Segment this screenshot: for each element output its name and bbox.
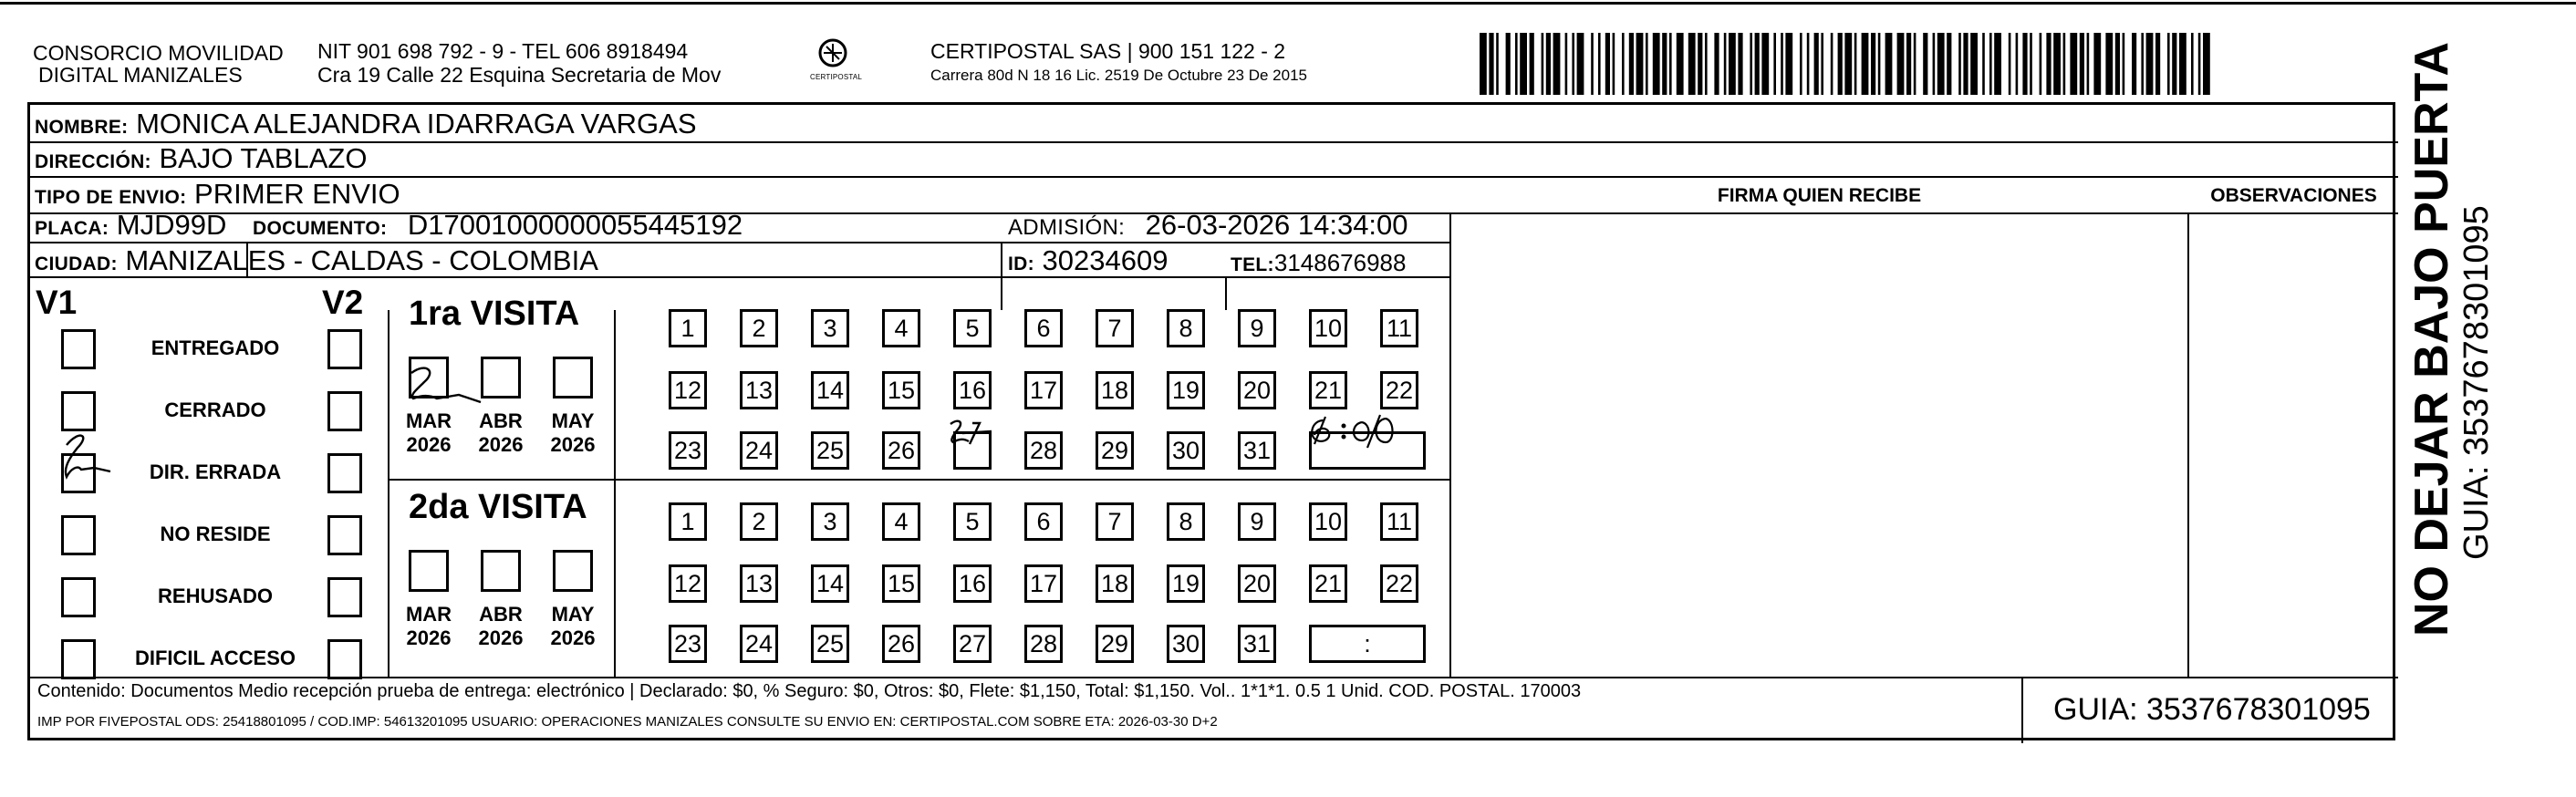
footer-print-line: IMP POR FIVEPOSTAL ODS: 25418801095 / COD.IMP: 54613201095 USUARIO: OPERACIONES MANIZALES CONSULTE SU ENVIO EN: CERTIPOSTAL.COM SOBRE ETA: 2026-03-30 D+2 bbox=[37, 714, 1218, 730]
nombre-value: MONICA ALEJANDRA IDARRAGA VARGAS bbox=[136, 108, 697, 140]
second-visit-day-box[interactable] bbox=[1380, 564, 1418, 603]
v1-checkbox[interactable] bbox=[61, 515, 96, 555]
month-name: ABR bbox=[479, 603, 523, 626]
day-number: 19 bbox=[1171, 570, 1200, 597]
logo-text: CERTIPOSTAL bbox=[810, 73, 863, 81]
day-number: 2 bbox=[752, 508, 766, 535]
first-visit-day-box[interactable] bbox=[740, 371, 778, 409]
second-visit-time-box[interactable] bbox=[1309, 625, 1426, 663]
cell-divider bbox=[614, 310, 616, 677]
status-label: DIFICIL ACCESO bbox=[134, 647, 296, 669]
tel-label: TEL: bbox=[1231, 254, 1274, 275]
first-visit-day-box[interactable] bbox=[740, 431, 778, 470]
second-visit-day-box[interactable] bbox=[1024, 502, 1063, 541]
second-visit-day-box[interactable] bbox=[882, 564, 920, 603]
v1-checkbox[interactable] bbox=[61, 329, 96, 369]
first-visit-month-box[interactable] bbox=[481, 357, 521, 398]
second-visit-title: 2da VISITA bbox=[409, 488, 587, 526]
day-number: 6 bbox=[1036, 508, 1051, 535]
first-visit-month-label bbox=[403, 409, 454, 457]
status-label: DIR. ERRADA bbox=[149, 461, 282, 483]
v2-checkbox[interactable] bbox=[327, 515, 362, 555]
v1-checkbox[interactable] bbox=[61, 639, 96, 679]
second-visit-day-box[interactable] bbox=[1024, 564, 1063, 603]
documento-cell bbox=[253, 210, 743, 244]
id-cell bbox=[1008, 245, 1168, 280]
status-label: ENTREGADO bbox=[151, 336, 280, 359]
day-number: 7 bbox=[1107, 315, 1122, 342]
status-label: CERRADO bbox=[164, 398, 266, 421]
day-number: 9 bbox=[1250, 315, 1264, 342]
day-number: 14 bbox=[815, 377, 845, 404]
tel-cell bbox=[1231, 247, 1406, 281]
second-visit-month-label bbox=[403, 603, 454, 650]
first-visit-day-box[interactable] bbox=[811, 309, 849, 347]
certipostal-line-2: Carrera 80d N 18 16 Lic. 2519 De Octubre 23 De 2015 bbox=[930, 67, 1307, 84]
first-visit-day-box[interactable] bbox=[1380, 309, 1418, 347]
nombre-label: NOMBRE: bbox=[35, 117, 129, 138]
company-line-1: CONSORCIO MOVILIDAD bbox=[33, 41, 284, 65]
month-year: 2026 bbox=[550, 626, 596, 649]
cell-divider bbox=[1001, 276, 1002, 310]
second-visit-day-box[interactable] bbox=[740, 502, 778, 541]
documento-value: D17001000000055445192 bbox=[407, 209, 743, 241]
month-year: 2026 bbox=[550, 433, 596, 456]
ciudad-value: MANIZALES - CALDAS - COLOMBIA bbox=[125, 244, 598, 276]
day-number: 17 bbox=[1029, 570, 1058, 597]
day-number: 27 bbox=[958, 630, 987, 657]
day-number: 8 bbox=[1179, 315, 1193, 342]
placa-value: MJD99D bbox=[116, 209, 227, 241]
second-visit-day-box[interactable] bbox=[1238, 564, 1276, 603]
second-visit-month-label bbox=[547, 603, 598, 650]
tipo-envio-label: TIPO DE ENVIO: bbox=[35, 187, 187, 208]
first-visit-time-box[interactable] bbox=[1309, 431, 1426, 470]
second-visit-day-box[interactable] bbox=[669, 564, 707, 603]
certipostal-logo bbox=[810, 36, 863, 88]
v1-checkbox[interactable] bbox=[61, 577, 96, 617]
no-dejar-bajo-puerta: NO DEJAR BAJO PUERTA bbox=[2405, 41, 2458, 637]
day-number: 12 bbox=[673, 570, 702, 597]
second-visit-day-box[interactable] bbox=[1024, 625, 1063, 663]
cell-divider bbox=[2021, 677, 2023, 743]
first-visit-day-box[interactable] bbox=[669, 431, 707, 470]
day-number: 5 bbox=[965, 315, 980, 342]
day-number: 16 bbox=[958, 570, 987, 597]
id-label: ID: bbox=[1008, 254, 1034, 274]
second-visit-day-box[interactable] bbox=[1167, 502, 1205, 541]
month-name: ABR bbox=[479, 409, 523, 432]
v1-label: V1 bbox=[36, 284, 78, 321]
day-number: 6 bbox=[1036, 315, 1051, 342]
observaciones-header: OBSERVACIONES bbox=[2210, 185, 2377, 206]
first-visit-day-box[interactable] bbox=[1238, 309, 1276, 347]
day-number: 18 bbox=[1100, 570, 1129, 597]
second-visit-day-box[interactable] bbox=[1096, 564, 1134, 603]
side-guia: GUIA: 3537678301095 bbox=[2457, 205, 2496, 560]
visit-divider bbox=[388, 479, 1449, 481]
placa-label: PLACA: bbox=[35, 218, 109, 239]
ciudad-label: CIUDAD: bbox=[35, 254, 118, 274]
second-visit-day-box[interactable] bbox=[811, 625, 849, 663]
first-visit-day-box[interactable] bbox=[1024, 371, 1063, 409]
status-label: NO RESIDE bbox=[160, 523, 271, 545]
first-visit-day-box[interactable] bbox=[1167, 371, 1205, 409]
day-number: 10 bbox=[1314, 315, 1343, 342]
day-number: 26 bbox=[887, 437, 916, 464]
first-visit-day-box[interactable] bbox=[1096, 371, 1134, 409]
v2-checkbox[interactable] bbox=[327, 639, 362, 679]
second-visit-day-box[interactable] bbox=[1238, 625, 1276, 663]
day-number: 21 bbox=[1314, 570, 1343, 597]
day-number: 11 bbox=[1386, 315, 1413, 342]
admision-label: ADMISIÓN: bbox=[1008, 215, 1126, 240]
second-visit-day-box[interactable] bbox=[740, 625, 778, 663]
day-number: 1 bbox=[680, 508, 695, 535]
month-name: MAY bbox=[551, 409, 595, 432]
v1-checkbox[interactable] bbox=[61, 453, 96, 493]
month-year: 2026 bbox=[406, 433, 452, 456]
second-visit-day-box[interactable] bbox=[953, 564, 992, 603]
v2-checkbox[interactable] bbox=[327, 453, 362, 493]
first-visit-day-box[interactable] bbox=[1238, 431, 1276, 470]
day-number: 5 bbox=[965, 508, 980, 535]
second-visit-month-box[interactable] bbox=[553, 550, 593, 592]
day-number: 28 bbox=[1029, 437, 1058, 464]
first-visit-day-box[interactable] bbox=[882, 309, 920, 347]
day-number: 29 bbox=[1100, 437, 1129, 464]
day-number: 14 bbox=[815, 570, 845, 597]
second-visit-day-box[interactable] bbox=[1380, 502, 1418, 541]
second-visit-day-box[interactable] bbox=[1238, 502, 1276, 541]
second-visit-month-label bbox=[475, 603, 526, 650]
day-number: 4 bbox=[894, 508, 909, 535]
day-number: 10 bbox=[1314, 508, 1343, 535]
day-number: 30 bbox=[1171, 437, 1200, 464]
second-visit-day-box[interactable] bbox=[669, 502, 707, 541]
first-visit-day-box[interactable] bbox=[1309, 371, 1347, 409]
form-top-edge bbox=[0, 2, 2576, 5]
day-number: 25 bbox=[815, 437, 845, 464]
first-visit-title: 1ra VISITA bbox=[409, 295, 580, 333]
day-number: 2 bbox=[752, 315, 766, 342]
month-name: MAR bbox=[405, 409, 452, 432]
day-number: 29 bbox=[1100, 630, 1129, 657]
second-visit-day-box[interactable] bbox=[953, 502, 992, 541]
day-number: 31 bbox=[1242, 630, 1272, 657]
day-number: 22 bbox=[1385, 377, 1414, 404]
footer-content-line: Contenido: Documentos Medio recepción prueba de entrega: electrónico | Declarado: $0, % Seguro: $0, Otros: $0, Flete: $1,150, Total: $1,150. Vol.. 1*1*1. 0.5 1 Unid. COD. POSTAL. 170003 bbox=[37, 681, 1582, 701]
first-visit-month-label bbox=[475, 409, 526, 457]
status-label: REHUSADO bbox=[158, 585, 273, 607]
barcode bbox=[1480, 33, 2213, 95]
footer-divider bbox=[30, 677, 2398, 678]
month-name: MAY bbox=[551, 603, 595, 626]
day-number: 3 bbox=[823, 315, 837, 342]
day-number: 20 bbox=[1242, 570, 1272, 597]
day-number: 1 bbox=[680, 315, 695, 342]
second-visit-day-box[interactable] bbox=[1167, 625, 1205, 663]
nombre-row bbox=[35, 109, 697, 143]
first-visit-month-box[interactable] bbox=[409, 357, 449, 398]
first-visit-day-box[interactable] bbox=[1309, 309, 1347, 347]
day-number: 22 bbox=[1385, 570, 1414, 597]
month-name: MAR bbox=[405, 603, 452, 626]
cell-divider bbox=[1001, 242, 1002, 276]
second-visit-month-box[interactable] bbox=[409, 550, 449, 592]
v2-checkbox[interactable] bbox=[327, 391, 362, 431]
direccion-row bbox=[35, 143, 367, 178]
admision-value: 26-03-2026 14:34:00 bbox=[1145, 209, 1408, 241]
certipostal-line-1: CERTIPOSTAL SAS | 900 151 122 - 2 bbox=[930, 39, 1286, 63]
id-value: 30234609 bbox=[1042, 244, 1169, 276]
day-number: 12 bbox=[673, 377, 702, 404]
day-number: 18 bbox=[1100, 377, 1129, 404]
day-number: 25 bbox=[815, 630, 845, 657]
second-visit-day-box[interactable] bbox=[811, 502, 849, 541]
v2-checkbox[interactable] bbox=[327, 577, 362, 617]
second-visit-day-box[interactable] bbox=[1309, 564, 1347, 603]
first-visit-day-box[interactable] bbox=[669, 371, 707, 409]
second-visit-day-box[interactable] bbox=[882, 625, 920, 663]
day-number: 20 bbox=[1242, 377, 1272, 404]
tel-value: 3148676988 bbox=[1273, 249, 1407, 276]
direccion-value: BAJO TABLAZO bbox=[159, 142, 368, 174]
month-year: 2026 bbox=[406, 626, 452, 649]
day-number: 23 bbox=[673, 630, 702, 657]
first-visit-month-box[interactable] bbox=[553, 357, 593, 398]
time-separator: : bbox=[1364, 630, 1371, 657]
v2-label: V2 bbox=[322, 284, 364, 321]
month-year: 2026 bbox=[478, 626, 524, 649]
day-number: 19 bbox=[1171, 377, 1200, 404]
day-number: 24 bbox=[744, 630, 774, 657]
first-visit-day-box[interactable] bbox=[669, 309, 707, 347]
second-visit-day-box[interactable] bbox=[1096, 625, 1134, 663]
ciudad-cell bbox=[35, 245, 598, 280]
second-visit-day-box[interactable] bbox=[1167, 564, 1205, 603]
first-visit-day-box[interactable] bbox=[811, 431, 849, 470]
documento-label: DOCUMENTO: bbox=[253, 218, 388, 239]
day-number: 3 bbox=[823, 508, 837, 535]
second-visit-day-box[interactable] bbox=[953, 625, 992, 663]
nit-line: NIT 901 698 792 - 9 - TEL 606 8918494 bbox=[317, 39, 689, 63]
first-visit-day-box[interactable] bbox=[1238, 371, 1276, 409]
first-visit-day-box[interactable] bbox=[740, 309, 778, 347]
day-number: 11 bbox=[1386, 508, 1413, 535]
v2-checkbox[interactable] bbox=[327, 329, 362, 369]
day-number: 23 bbox=[673, 437, 702, 464]
firma-header: FIRMA QUIEN RECIBE bbox=[1717, 185, 1922, 206]
day-number: 31 bbox=[1242, 437, 1272, 464]
day-number: 28 bbox=[1029, 630, 1058, 657]
day-number: 13 bbox=[744, 570, 774, 597]
day-number: 15 bbox=[887, 377, 916, 404]
day-number: 21 bbox=[1314, 377, 1343, 404]
company-address: Cra 19 Calle 22 Esquina Secretaria de Mov bbox=[317, 63, 722, 87]
month-year: 2026 bbox=[478, 433, 524, 456]
column-divider bbox=[1449, 212, 1451, 677]
company-line-2: DIGITAL MANIZALES bbox=[38, 63, 243, 87]
first-visit-day-box[interactable] bbox=[811, 371, 849, 409]
first-visit-day-box[interactable] bbox=[1380, 371, 1418, 409]
day-number: 30 bbox=[1171, 630, 1200, 657]
first-visit-day-box[interactable] bbox=[1096, 431, 1134, 470]
first-visit-day-box[interactable] bbox=[1024, 431, 1063, 470]
first-visit-day-box[interactable] bbox=[953, 431, 992, 470]
footer-guia: GUIA: 3537678301095 bbox=[2053, 692, 2371, 727]
first-visit-day-box[interactable] bbox=[1167, 309, 1205, 347]
day-number: 13 bbox=[744, 377, 774, 404]
first-visit-day-box[interactable] bbox=[953, 309, 992, 347]
second-visit-day-box[interactable] bbox=[669, 625, 707, 663]
cell-divider bbox=[388, 310, 390, 677]
placa-cell bbox=[35, 210, 226, 244]
day-number: 9 bbox=[1250, 508, 1264, 535]
second-visit-day-box[interactable] bbox=[1096, 502, 1134, 541]
delivery-form-table bbox=[27, 102, 2395, 740]
first-visit-month-label bbox=[547, 409, 598, 457]
first-visit-day-box[interactable] bbox=[953, 371, 992, 409]
day-number: 8 bbox=[1179, 508, 1193, 535]
second-visit-day-box[interactable] bbox=[1309, 502, 1347, 541]
second-visit-day-box[interactable] bbox=[811, 564, 849, 603]
first-visit-day-box[interactable] bbox=[1024, 309, 1063, 347]
tipo-envio-value: PRIMER ENVIO bbox=[194, 178, 400, 210]
second-visit-day-box[interactable] bbox=[882, 502, 920, 541]
day-number: 17 bbox=[1029, 377, 1058, 404]
column-divider bbox=[2187, 212, 2189, 677]
day-number: 4 bbox=[894, 315, 909, 342]
first-visit-day-box[interactable] bbox=[882, 431, 920, 470]
cell-divider bbox=[1225, 276, 1227, 310]
first-visit-day-box[interactable] bbox=[882, 371, 920, 409]
day-number: 15 bbox=[887, 570, 916, 597]
day-number: 7 bbox=[1107, 508, 1122, 535]
direccion-label: DIRECCIÓN: bbox=[35, 151, 151, 172]
first-visit-day-box[interactable] bbox=[1096, 309, 1134, 347]
day-number: 16 bbox=[958, 377, 987, 404]
v1-checkbox[interactable] bbox=[61, 391, 96, 431]
second-visit-day-box[interactable] bbox=[740, 564, 778, 603]
first-visit-day-box[interactable] bbox=[1167, 431, 1205, 470]
day-number: 24 bbox=[744, 437, 774, 464]
second-visit-month-box[interactable] bbox=[481, 550, 521, 592]
day-number: 26 bbox=[887, 630, 916, 657]
admision-cell bbox=[1008, 210, 1408, 243]
